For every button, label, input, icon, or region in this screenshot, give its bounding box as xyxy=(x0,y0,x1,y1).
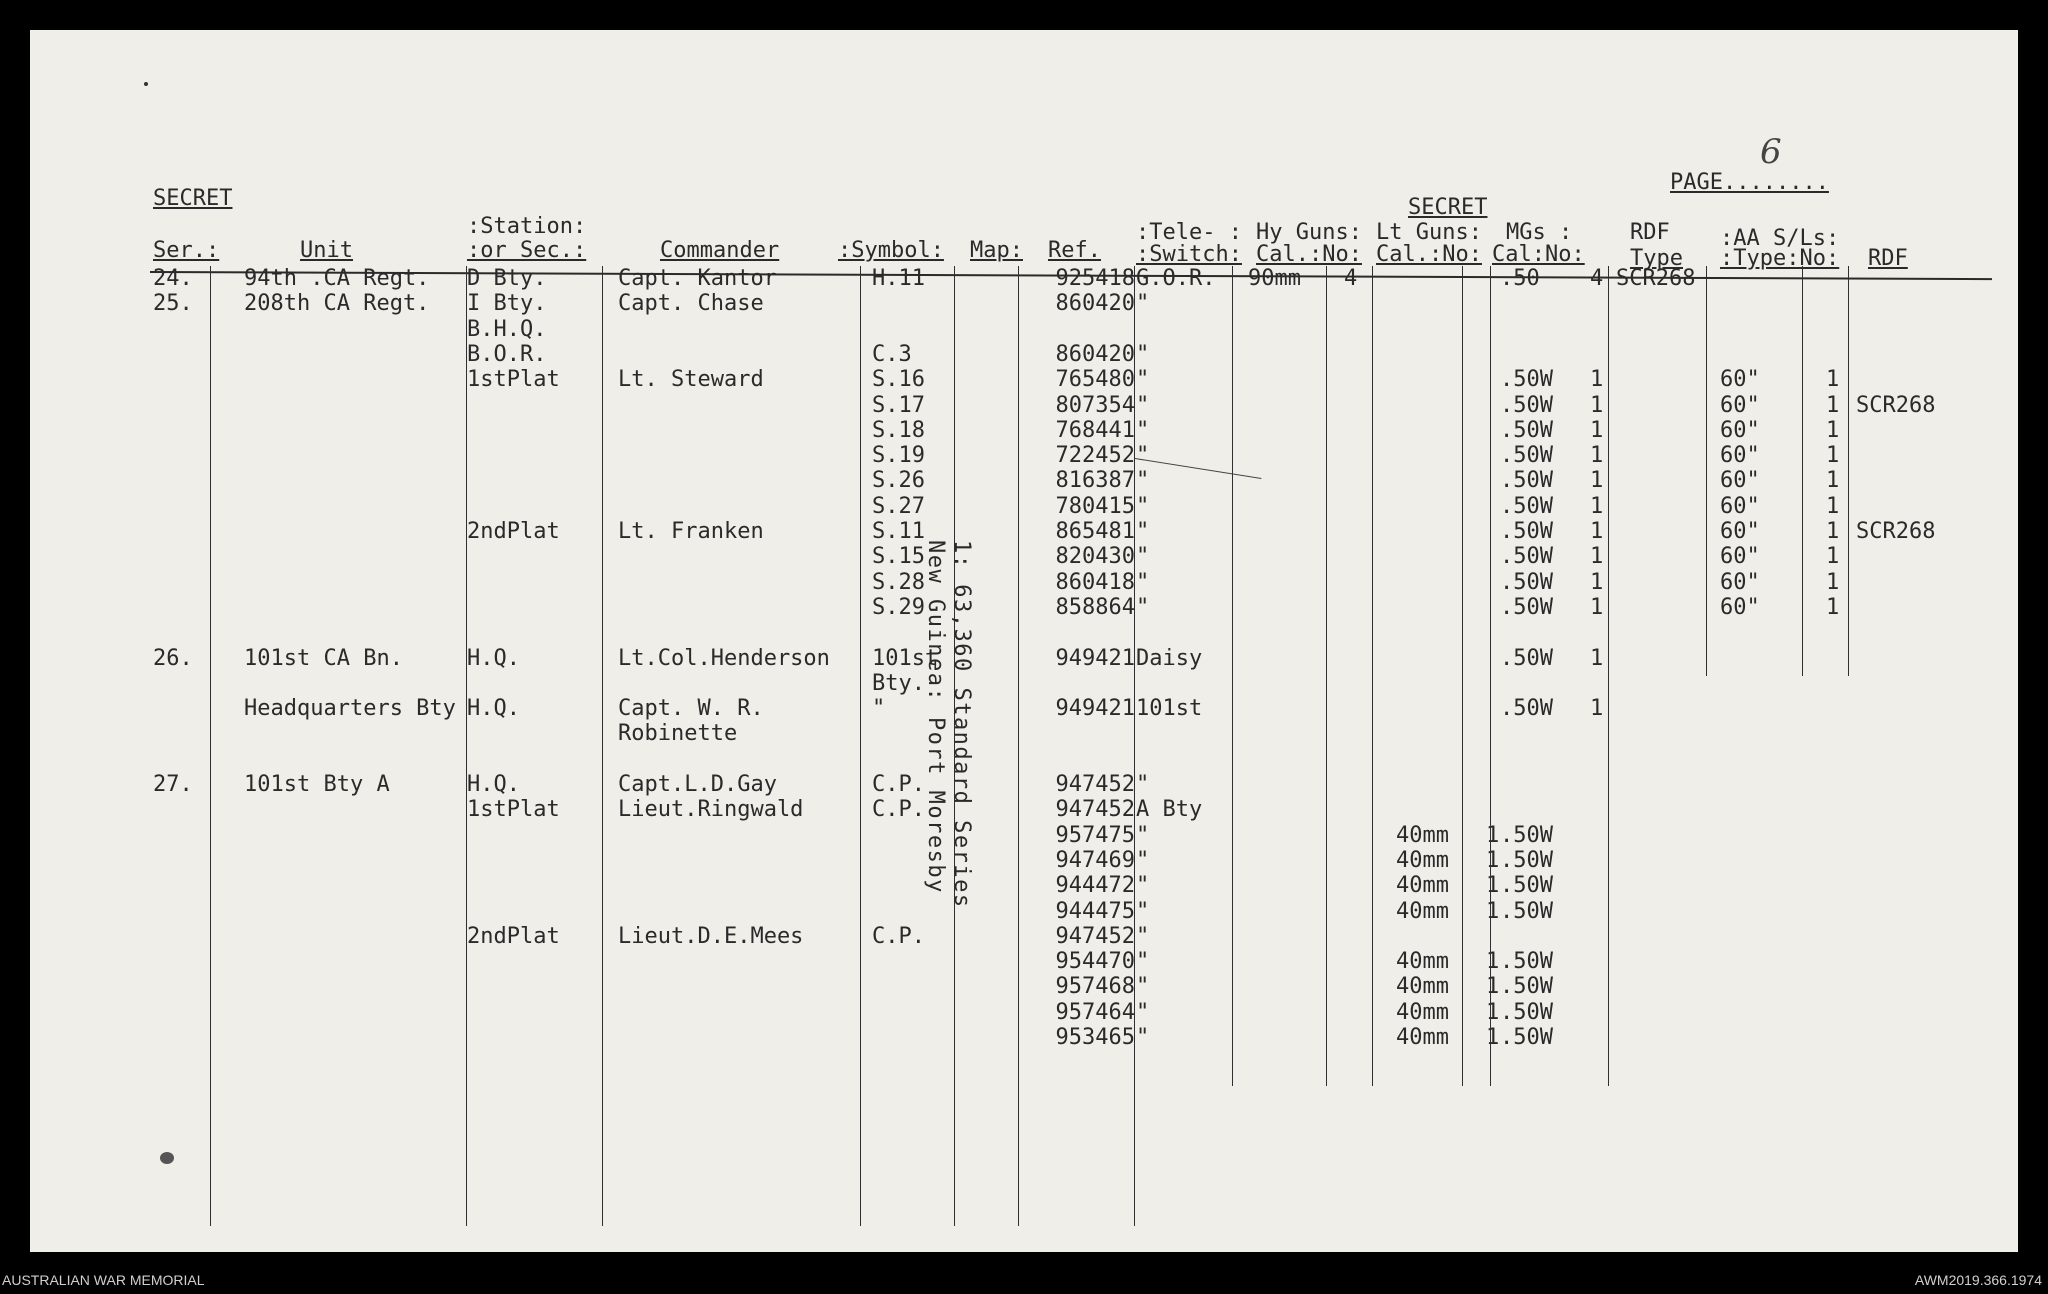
cell-mg-cal: .50W xyxy=(1500,822,1553,848)
cell-symbol: C.3 xyxy=(872,341,912,367)
cell-lt-no: 1 xyxy=(1486,999,1500,1025)
cell-aa-no: 1 xyxy=(1826,594,1840,620)
cell-ref: 768441 xyxy=(1055,417,1135,443)
cell-aa-no: 1 xyxy=(1826,367,1840,393)
cell-ref: 722452 xyxy=(1055,443,1135,469)
cell-aa-no: 1 xyxy=(1826,569,1840,595)
cell-tele: " xyxy=(1136,544,1150,570)
cell-ref: 957464 xyxy=(1055,999,1135,1025)
column-separator xyxy=(1372,266,1373,1086)
column-separator xyxy=(1706,266,1707,676)
cell-aa-no: 1 xyxy=(1826,417,1840,443)
column-separator xyxy=(1490,266,1491,1086)
cell-ref: 957475 xyxy=(1055,822,1135,848)
cell-station: H.Q. xyxy=(467,772,520,797)
cell-mg-no: 1 xyxy=(1590,519,1604,544)
header-hy-guns: Hy Guns: xyxy=(1256,220,1362,245)
cell-mg-cal: .50W xyxy=(1500,873,1553,899)
cell-hy-no: 4 xyxy=(1344,266,1358,291)
cell-unit: 101st CA Bn. xyxy=(244,645,403,671)
header-commander: Commander xyxy=(660,238,780,263)
header-or-sec: :or Sec.: xyxy=(467,238,587,263)
secret-marking: SECRET xyxy=(153,186,233,211)
header-hy-cal-no: Cal.:No: xyxy=(1256,242,1362,267)
cell-mg-cal: .50W xyxy=(1500,847,1553,873)
cell-lt-no: 1 xyxy=(1486,847,1500,873)
cell-ref: 947452 xyxy=(1055,772,1135,797)
cell-aa-type: 60" xyxy=(1720,367,1760,393)
cell-tele: Daisy xyxy=(1136,645,1203,671)
cell-ref: 925418 xyxy=(1055,266,1135,291)
cell-ref: 816387 xyxy=(1055,468,1135,494)
column-separator xyxy=(1018,266,1019,1226)
cell-symbol: H.11 xyxy=(872,266,925,291)
column-separator xyxy=(602,266,603,1226)
cell-ser: 25. xyxy=(153,291,193,317)
cell-ref: 953465 xyxy=(1055,1025,1135,1050)
header-ser: Ser.: xyxy=(153,238,220,263)
cell-tele: " xyxy=(1136,898,1150,924)
cell-ref: 947452 xyxy=(1055,797,1135,823)
cell-lt-cal: 40mm xyxy=(1396,898,1449,924)
cell-aa-no: 1 xyxy=(1826,493,1840,519)
cell-commander: Capt. Chase xyxy=(618,291,764,317)
punch-mark xyxy=(160,1152,174,1164)
cell-ref: 944475 xyxy=(1055,898,1135,924)
cell-ref: 860420 xyxy=(1055,341,1135,367)
column-separator xyxy=(1134,266,1135,1226)
cell-tele: " xyxy=(1136,493,1150,519)
cell-mg-cal: .50W xyxy=(1500,949,1553,975)
cell-ref: 944472 xyxy=(1055,873,1135,899)
column-separator xyxy=(1608,266,1609,1086)
cell-commander: Lt. Franken xyxy=(618,519,764,544)
cell-mg-no: 1 xyxy=(1590,392,1604,418)
header-rdf: RDF xyxy=(1630,220,1670,245)
cell-tele: A Bty xyxy=(1136,797,1203,823)
cell-ref: 957468 xyxy=(1055,974,1135,1000)
cell-commander: Lt. Steward xyxy=(618,367,764,393)
cell-station: B.O.R. xyxy=(467,341,547,367)
cell-symbol: S.16 xyxy=(872,367,925,393)
cell-symbol: S.18 xyxy=(872,417,925,443)
cell-rdf: SCR268 xyxy=(1616,266,1696,291)
cell-mg-no: 1 xyxy=(1590,569,1604,595)
ink-speck xyxy=(144,82,148,86)
cell-symbol: S.28 xyxy=(872,569,925,595)
cell-tele: " xyxy=(1136,1025,1150,1050)
column-separator xyxy=(466,266,467,1226)
cell-symbol: S.29 xyxy=(872,594,925,620)
cell-aa-no: 1 xyxy=(1826,443,1840,469)
handwritten-page-number: 6 xyxy=(1760,132,1782,172)
pencil-stroke xyxy=(1135,458,1262,479)
cell-tele: " xyxy=(1136,443,1150,469)
cell-unit: 208th CA Regt. xyxy=(244,291,430,317)
cell-rdf2: SCR268 xyxy=(1856,392,1936,418)
cell-mg-cal: .50W xyxy=(1500,544,1553,570)
cell-hy-cal: 90mm xyxy=(1248,266,1301,291)
column-separator xyxy=(210,266,211,1226)
cell-unit: 101st Bty A xyxy=(244,772,390,797)
cell-mg-cal: .50W xyxy=(1500,493,1553,519)
map-area-text: New Guinea: Port Moresby xyxy=(923,540,948,894)
header-mgs: MGs : xyxy=(1506,220,1573,245)
cell-mg-no: 1 xyxy=(1590,417,1604,443)
cell-mg-no: 1 xyxy=(1590,493,1604,519)
cell-tele: " xyxy=(1136,822,1150,848)
cell-mg-no: 1 xyxy=(1590,594,1604,620)
cell-tele: " xyxy=(1136,923,1150,949)
column-separator xyxy=(1802,266,1803,676)
cell-lt-cal: 40mm xyxy=(1396,999,1449,1025)
map-reference xyxy=(916,540,976,1100)
cell-aa-type: 60" xyxy=(1720,443,1760,469)
header-symbol: :Symbol: xyxy=(838,238,944,263)
cell-lt-no: 1 xyxy=(1486,974,1500,1000)
cell-tele: " xyxy=(1136,468,1150,494)
column-separator xyxy=(1232,266,1233,1086)
cell-station: 1stPlat xyxy=(467,367,560,393)
header-station: :Station: xyxy=(467,214,587,239)
cell-mg-cal: .50W xyxy=(1500,999,1553,1025)
cell-lt-cal: 40mm xyxy=(1396,949,1449,975)
cell-symbol: S.15 xyxy=(872,544,925,570)
cell-symbol: C.P. xyxy=(872,797,925,823)
cell-mg-cal: .50 xyxy=(1500,266,1540,291)
cell-mg-cal: .50W xyxy=(1500,367,1553,393)
document-page xyxy=(30,30,2018,1252)
cell-lt-no: 1 xyxy=(1486,873,1500,899)
cell-aa-no: 1 xyxy=(1826,519,1840,544)
cell-commander: Capt. Kantor xyxy=(618,266,777,291)
header-rdf-type: Type xyxy=(1630,246,1683,271)
footer-archive-name: AUSTRALIAN WAR MEMORIAL xyxy=(2,1272,205,1288)
column-separator xyxy=(860,266,861,1226)
column-separator xyxy=(1848,266,1849,676)
cell-mg-no: 1 xyxy=(1590,443,1604,469)
cell-aa-no: 1 xyxy=(1826,544,1840,570)
cell-ref: 947469 xyxy=(1055,847,1135,873)
cell-aa-type: 60" xyxy=(1720,519,1760,544)
header-lt-guns: Lt Guns: xyxy=(1376,220,1482,245)
cell-aa-type: 60" xyxy=(1720,468,1760,494)
cell-mg-cal: .50W xyxy=(1500,443,1553,469)
cell-mg-no: 4 xyxy=(1590,266,1604,291)
cell-mg-cal: .50W xyxy=(1500,468,1553,494)
cell-mg-no: 1 xyxy=(1590,468,1604,494)
cell-symbol: S.17 xyxy=(872,392,925,418)
cell-symbol: C.P. xyxy=(872,772,925,797)
center-secret-marking: SECRET xyxy=(1408,195,1488,220)
column-separator xyxy=(1462,266,1463,1086)
cell-ref: 954470 xyxy=(1055,949,1135,975)
cell-ref: 820430 xyxy=(1055,544,1135,570)
cell-tele: G.O.R. xyxy=(1136,266,1216,291)
cell-tele: " xyxy=(1136,367,1150,393)
map-scale-text: 1: 63,360 Standard Series xyxy=(949,540,974,909)
cell-station: I Bty. xyxy=(467,291,547,317)
cell-aa-type: 60" xyxy=(1720,493,1760,519)
cell-mg-no: 1 xyxy=(1590,367,1604,393)
cell-tele: " xyxy=(1136,392,1150,418)
column-separator xyxy=(954,266,955,1226)
header-aa-sls: :AA S/Ls: xyxy=(1720,226,1840,251)
cell-station: B.H.Q. xyxy=(467,316,547,342)
cell-tele: " xyxy=(1136,569,1150,595)
cell-symbol: S.19 xyxy=(872,443,925,469)
header-tele: :Tele- : xyxy=(1136,220,1242,245)
cell-symbol: " xyxy=(872,696,886,722)
cell-tele: " xyxy=(1136,999,1150,1025)
cell-unit: Headquarters Bty xyxy=(244,696,456,722)
cell-tele: " xyxy=(1136,519,1150,544)
cell-ref: 858864 xyxy=(1055,594,1135,620)
cell-mg-cal: .50W xyxy=(1500,696,1553,722)
cell-aa-type: 60" xyxy=(1720,392,1760,418)
cell-tele: " xyxy=(1136,974,1150,1000)
cell-mg-no: 1 xyxy=(1590,645,1604,671)
cell-station: 2ndPlat xyxy=(467,519,560,544)
cell-tele: 101st xyxy=(1136,696,1203,722)
cell-mg-no: 1 xyxy=(1590,544,1604,570)
cell-station: 1stPlat xyxy=(467,797,560,823)
cell-lt-cal: 40mm xyxy=(1396,822,1449,848)
cell-mg-cal: .50W xyxy=(1500,1025,1553,1050)
cell-unit: 94th .CA Regt. xyxy=(244,266,430,291)
cell-symbol: C.P. xyxy=(872,923,925,949)
cell-ref: 860420 xyxy=(1055,291,1135,317)
cell-ref: 949421 xyxy=(1055,696,1135,722)
cell-ref: 765480 xyxy=(1055,367,1135,393)
cell-mg-cal: .50W xyxy=(1500,392,1553,418)
cell-symbol: S.26 xyxy=(872,468,925,494)
cell-ref: 949421 xyxy=(1055,645,1135,671)
cell-commander: Capt. W. R. xyxy=(618,696,764,722)
cell-mg-no: 1 xyxy=(1590,696,1604,722)
cell-mg-cal: .50W xyxy=(1500,974,1553,1000)
cell-station: H.Q. xyxy=(467,696,520,722)
cell-commander: Lt.Col.Henderson xyxy=(618,645,830,671)
cell-ref: 860418 xyxy=(1055,569,1135,595)
cell-aa-type: 60" xyxy=(1720,569,1760,595)
cell-aa-type: 60" xyxy=(1720,417,1760,443)
header-lt-cal-no: Cal.:No: xyxy=(1376,242,1482,267)
cell-mg-cal: .50W xyxy=(1500,645,1553,671)
cell-ref: 947452 xyxy=(1055,923,1135,949)
cell-tele: " xyxy=(1136,949,1150,975)
cell-mg-cal: .50W xyxy=(1500,519,1553,544)
footer-accession-number: AWM2019.366.1974 xyxy=(1914,1272,2042,1288)
cell-symbol: Bty. xyxy=(872,670,925,696)
cell-rdf2: SCR268 xyxy=(1856,519,1936,544)
cell-commander: Lieut.Ringwald xyxy=(618,797,804,823)
cell-aa-no: 1 xyxy=(1826,392,1840,418)
cell-mg-cal: .50W xyxy=(1500,594,1553,620)
cell-tele: " xyxy=(1136,594,1150,620)
cell-tele: " xyxy=(1136,772,1150,797)
cell-symbol: S.27 xyxy=(872,493,925,519)
cell-tele: " xyxy=(1136,417,1150,443)
cell-station: D Bty. xyxy=(467,266,547,291)
cell-symbol: 101st xyxy=(872,645,939,671)
header-map: Map: xyxy=(970,238,1023,263)
cell-ref: 807354 xyxy=(1055,392,1135,418)
cell-lt-no: 1 xyxy=(1486,949,1500,975)
cell-aa-type: 60" xyxy=(1720,544,1760,570)
cell-tele: " xyxy=(1136,341,1150,367)
cell-lt-no: 1 xyxy=(1486,822,1500,848)
cell-mg-cal: .50W xyxy=(1500,569,1553,595)
header-unit: Unit xyxy=(300,238,353,263)
cell-station: 2ndPlat xyxy=(467,923,560,949)
cell-mg-cal: .50W xyxy=(1500,417,1553,443)
cell-lt-cal: 40mm xyxy=(1396,1025,1449,1050)
page-label: PAGE........ xyxy=(1670,170,1829,195)
cell-commander: Robinette xyxy=(618,721,738,747)
cell-aa-no: 1 xyxy=(1826,468,1840,494)
cell-commander: Lieut.D.E.Mees xyxy=(618,923,804,949)
header-mg-cal-no: Cal:No: xyxy=(1492,242,1585,267)
header-ref: Ref. xyxy=(1048,238,1101,263)
cell-tele: " xyxy=(1136,291,1150,317)
cell-tele: " xyxy=(1136,847,1150,873)
header-rdf-2: RDF xyxy=(1868,246,1908,271)
cell-symbol: S.11 xyxy=(872,519,925,544)
cell-lt-cal: 40mm xyxy=(1396,847,1449,873)
cell-lt-no: 1 xyxy=(1486,898,1500,924)
header-aa-type-no: :Type:No: xyxy=(1720,246,1840,271)
cell-lt-cal: 40mm xyxy=(1396,974,1449,1000)
cell-mg-cal: .50W xyxy=(1500,898,1553,924)
cell-ref: 865481 xyxy=(1055,519,1135,544)
cell-commander: Capt.L.D.Gay xyxy=(618,772,777,797)
cell-ser: 24. xyxy=(153,266,193,291)
cell-ser: 27. xyxy=(153,772,193,797)
cell-lt-no: 1 xyxy=(1486,1025,1500,1050)
cell-station: H.Q. xyxy=(467,645,520,671)
header-switch: :Switch: xyxy=(1136,242,1242,267)
cell-ref: 780415 xyxy=(1055,493,1135,519)
cell-tele: " xyxy=(1136,873,1150,899)
cell-ser: 26. xyxy=(153,645,193,671)
cell-aa-type: 60" xyxy=(1720,594,1760,620)
column-separator xyxy=(1326,266,1327,1086)
cell-lt-cal: 40mm xyxy=(1396,873,1449,899)
